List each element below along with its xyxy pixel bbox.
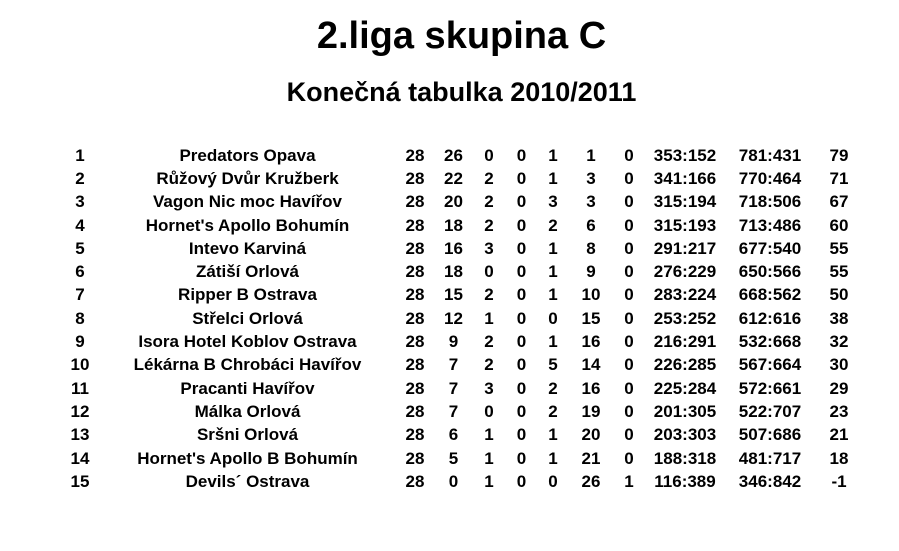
table-row xyxy=(60,284,863,307)
stat-cell: 9 xyxy=(586,262,596,282)
stat-cell: 0 xyxy=(516,332,527,352)
stat-cell: 29 xyxy=(829,378,849,398)
stat-cell: 20 xyxy=(444,192,463,212)
stat-cell: 7 xyxy=(448,401,459,421)
team-name-cell: Pracanti Havířov xyxy=(180,378,315,398)
stat-cell: 21 xyxy=(581,448,601,468)
stat-cell: 9 xyxy=(448,332,459,352)
stat-cell: 2 xyxy=(484,332,494,352)
stat-cell: 0 xyxy=(624,238,634,258)
table-row xyxy=(60,191,863,214)
stat-cell: 28 xyxy=(405,355,425,375)
stat-cell: 1 xyxy=(548,425,558,445)
stat-cell: 291:217 xyxy=(653,238,717,258)
stat-cell: 2 xyxy=(484,285,494,305)
stat-cell: 0 xyxy=(516,355,527,375)
rank-cell: 2 xyxy=(75,168,85,188)
stat-cell: 0 xyxy=(484,145,494,165)
stat-cell: 28 xyxy=(405,215,425,235)
stat-cell: 0 xyxy=(448,471,459,491)
rank-cell: 8 xyxy=(75,308,85,328)
stat-cell: 507:686 xyxy=(738,425,802,445)
page-title: 2.liga skupina C xyxy=(316,15,607,57)
stat-cell: 341:166 xyxy=(653,168,717,188)
stat-cell: 2 xyxy=(548,378,558,398)
stat-cell: 38 xyxy=(829,308,849,328)
table-row xyxy=(60,307,863,330)
team-name-cell: Isora Hotel Koblov Ostrava xyxy=(138,332,357,352)
stat-cell: 0 xyxy=(624,285,634,305)
stat-cell: 0 xyxy=(548,308,558,328)
stat-cell: 0 xyxy=(516,425,527,445)
team-name-cell: Střelci Orlová xyxy=(192,308,303,328)
stat-cell: 28 xyxy=(405,401,425,421)
stat-cell: 28 xyxy=(405,308,425,328)
stat-cell: 2 xyxy=(548,401,558,421)
stat-cell: 7 xyxy=(448,378,459,398)
stat-cell: 522:707 xyxy=(738,401,802,421)
stat-cell: 650:566 xyxy=(738,262,802,282)
team-name-cell: Hornet's Apollo B Bohumín xyxy=(137,448,358,468)
stat-cell: 0 xyxy=(516,238,527,258)
stat-cell: 67 xyxy=(829,192,849,212)
stat-cell: 79 xyxy=(829,145,849,165)
stat-cell: 1 xyxy=(548,448,558,468)
stat-cell: 0 xyxy=(624,145,634,165)
stat-cell: 0 xyxy=(516,378,527,398)
team-name-cell: Predators Opava xyxy=(179,145,316,165)
stat-cell: 3 xyxy=(484,378,494,398)
rank-cell: 1 xyxy=(75,145,85,165)
stat-cell: 28 xyxy=(405,262,425,282)
stat-cell: 0 xyxy=(624,308,634,328)
stat-cell: 0 xyxy=(624,215,634,235)
table-row xyxy=(60,400,863,423)
stat-cell: 0 xyxy=(624,192,634,212)
stat-cell: 28 xyxy=(405,378,425,398)
stat-cell: 0 xyxy=(516,168,527,188)
stat-cell: 28 xyxy=(405,285,425,305)
team-name-cell: Zátiší Orlová xyxy=(196,262,299,282)
team-name-cell: Ripper B Ostrava xyxy=(178,285,317,305)
stat-cell: 1 xyxy=(548,285,558,305)
stat-cell: 3 xyxy=(484,238,494,258)
stat-cell: 2 xyxy=(484,192,494,212)
stat-cell: 315:194 xyxy=(653,192,717,212)
stat-cell: 713:486 xyxy=(738,215,802,235)
stat-cell: 770:464 xyxy=(738,168,802,188)
stat-cell: 283:224 xyxy=(653,285,717,305)
stat-cell: 188:318 xyxy=(653,448,717,468)
stat-cell: 50 xyxy=(829,285,849,305)
stat-cell: 0 xyxy=(548,471,558,491)
stat-cell: 28 xyxy=(405,448,425,468)
stat-cell: 225:284 xyxy=(653,378,717,398)
stat-cell: 26 xyxy=(444,145,463,165)
stat-cell: 532:668 xyxy=(738,332,802,352)
stat-cell: 55 xyxy=(829,238,849,258)
stat-cell: 116:389 xyxy=(654,471,716,491)
rank-cell: 5 xyxy=(75,238,85,258)
stat-cell: 15 xyxy=(581,308,601,328)
stat-cell: 6 xyxy=(586,215,596,235)
stat-cell: 226:285 xyxy=(653,355,717,375)
stat-cell: 216:291 xyxy=(653,332,717,352)
stat-cell: 23 xyxy=(829,401,849,421)
stat-cell: 201:305 xyxy=(653,401,717,421)
stat-cell: 1 xyxy=(548,145,558,165)
stat-cell: 2 xyxy=(484,168,494,188)
stat-cell: 1 xyxy=(548,262,558,282)
stat-cell: 28 xyxy=(405,168,425,188)
table-row xyxy=(60,354,863,377)
league-table-page xyxy=(60,16,863,493)
stat-cell: 7 xyxy=(448,355,459,375)
stat-cell: 26 xyxy=(581,471,601,491)
stat-cell: 1 xyxy=(484,425,494,445)
table-row xyxy=(60,447,863,470)
stat-cell: 1 xyxy=(548,238,558,258)
team-name-cell: Lékárna B Chrobáci Havířov xyxy=(133,355,362,375)
stat-cell: 3 xyxy=(548,192,558,212)
rank-cell: 10 xyxy=(70,355,90,375)
stat-cell: 0 xyxy=(516,308,527,328)
rank-cell: 12 xyxy=(70,401,90,421)
stat-cell: 253:252 xyxy=(653,308,717,328)
stat-cell: 2 xyxy=(484,355,494,375)
team-name-cell: Devils´ Ostrava xyxy=(185,471,310,491)
table-row xyxy=(60,214,863,237)
stat-cell: 0 xyxy=(516,471,527,491)
standings-table-body xyxy=(60,144,863,493)
stat-cell: 10 xyxy=(581,285,601,305)
stat-cell: 612:616 xyxy=(738,308,802,328)
table-row xyxy=(60,237,863,260)
stat-cell: 0 xyxy=(624,401,634,421)
stat-cell: 1 xyxy=(484,308,494,328)
stat-cell: 677:540 xyxy=(738,238,802,258)
stat-cell: 718:506 xyxy=(738,192,802,212)
team-name-cell: Intevo Karviná xyxy=(188,238,307,258)
stat-cell: 0 xyxy=(516,262,527,282)
stat-cell: 567:664 xyxy=(738,355,802,375)
rank-cell: 9 xyxy=(75,332,85,352)
standings-table xyxy=(60,144,863,493)
stat-cell: 0 xyxy=(516,145,527,165)
table-row xyxy=(60,424,863,447)
stat-cell: 0 xyxy=(624,425,634,445)
stat-cell: 8 xyxy=(586,238,596,258)
stat-cell: 16 xyxy=(444,238,463,258)
stat-cell: -1 xyxy=(831,471,847,491)
stat-cell: 0 xyxy=(624,168,634,188)
stat-cell: 0 xyxy=(624,332,634,352)
stat-cell: 315:193 xyxy=(653,215,717,235)
table-row xyxy=(60,377,863,400)
stat-cell: 5 xyxy=(448,448,459,468)
stat-cell: 0 xyxy=(624,355,634,375)
stat-cell: 32 xyxy=(829,332,849,352)
stat-cell: 28 xyxy=(405,332,425,352)
stat-cell: 15 xyxy=(444,285,463,305)
stat-cell: 55 xyxy=(829,262,849,282)
stat-cell: 0 xyxy=(484,262,494,282)
table-row xyxy=(60,330,863,353)
stat-cell: 28 xyxy=(405,471,425,491)
stat-cell: 28 xyxy=(405,425,425,445)
page-subtitle: Konečná tabulka 2010/2011 xyxy=(286,77,637,107)
stat-cell: 12 xyxy=(444,308,463,328)
stat-cell: 203:303 xyxy=(653,425,717,445)
team-name-cell: Růžový Dvůr Kružberk xyxy=(156,168,339,188)
stat-cell: 2 xyxy=(548,215,558,235)
stat-cell: 22 xyxy=(444,168,463,188)
stat-cell: 0 xyxy=(516,215,527,235)
stat-cell: 353:152 xyxy=(653,145,717,165)
stat-cell: 6 xyxy=(448,425,459,445)
stat-cell: 0 xyxy=(624,448,634,468)
stat-cell: 18 xyxy=(444,215,463,235)
stat-cell: 18 xyxy=(829,448,849,468)
stat-cell: 0 xyxy=(516,285,527,305)
table-row xyxy=(60,144,863,167)
stat-cell: 20 xyxy=(581,425,601,445)
stat-cell: 0 xyxy=(516,448,527,468)
stat-cell: 1 xyxy=(624,471,634,491)
stat-cell: 3 xyxy=(586,192,596,212)
rank-cell: 15 xyxy=(70,471,90,491)
stat-cell: 30 xyxy=(829,355,849,375)
stat-cell: 0 xyxy=(624,378,634,398)
stat-cell: 1 xyxy=(586,145,596,165)
stat-cell: 1 xyxy=(548,332,558,352)
stat-cell: 572:661 xyxy=(738,378,802,398)
rank-cell: 4 xyxy=(75,215,85,235)
stat-cell: 71 xyxy=(829,168,849,188)
stat-cell: 0 xyxy=(484,401,494,421)
stat-cell: 0 xyxy=(624,262,634,282)
stat-cell: 1 xyxy=(484,471,494,491)
stat-cell: 0 xyxy=(516,401,527,421)
stat-cell: 1 xyxy=(548,168,558,188)
rank-cell: 7 xyxy=(75,285,85,305)
stat-cell: 5 xyxy=(548,355,558,375)
stat-cell: 2 xyxy=(484,215,494,235)
stat-cell: 668:562 xyxy=(738,285,802,305)
rank-cell: 3 xyxy=(75,192,85,212)
stat-cell: 60 xyxy=(829,215,849,235)
stat-cell: 28 xyxy=(405,238,425,258)
stat-cell: 28 xyxy=(405,192,425,212)
stat-cell: 19 xyxy=(581,401,601,421)
team-name-cell: Vagon Nic moc Havířov xyxy=(153,192,342,212)
stat-cell: 3 xyxy=(586,168,596,188)
stat-cell: 21 xyxy=(829,425,849,445)
table-row xyxy=(60,470,863,493)
stat-cell: 18 xyxy=(444,262,463,282)
rank-cell: 14 xyxy=(70,448,90,468)
stat-cell: 14 xyxy=(581,355,601,375)
stat-cell: 16 xyxy=(581,332,601,352)
stat-cell: 276:229 xyxy=(653,262,717,282)
rank-cell: 6 xyxy=(75,262,85,282)
stat-cell: 16 xyxy=(581,378,601,398)
rank-cell: 13 xyxy=(70,425,90,445)
stat-cell: 28 xyxy=(405,145,425,165)
rank-cell: 11 xyxy=(71,378,89,398)
stat-cell: 781:431 xyxy=(738,145,802,165)
stat-cell: 346:842 xyxy=(738,471,802,491)
team-name-cell: Málka Orlová xyxy=(194,401,301,421)
table-row xyxy=(60,167,863,190)
stat-cell: 1 xyxy=(484,448,494,468)
team-name-cell: Sršni Orlová xyxy=(196,425,299,445)
stat-cell: 481:717 xyxy=(738,448,802,468)
team-name-cell: Hornet's Apollo Bohumín xyxy=(145,215,350,235)
stat-cell: 0 xyxy=(516,192,527,212)
table-row xyxy=(60,260,863,283)
